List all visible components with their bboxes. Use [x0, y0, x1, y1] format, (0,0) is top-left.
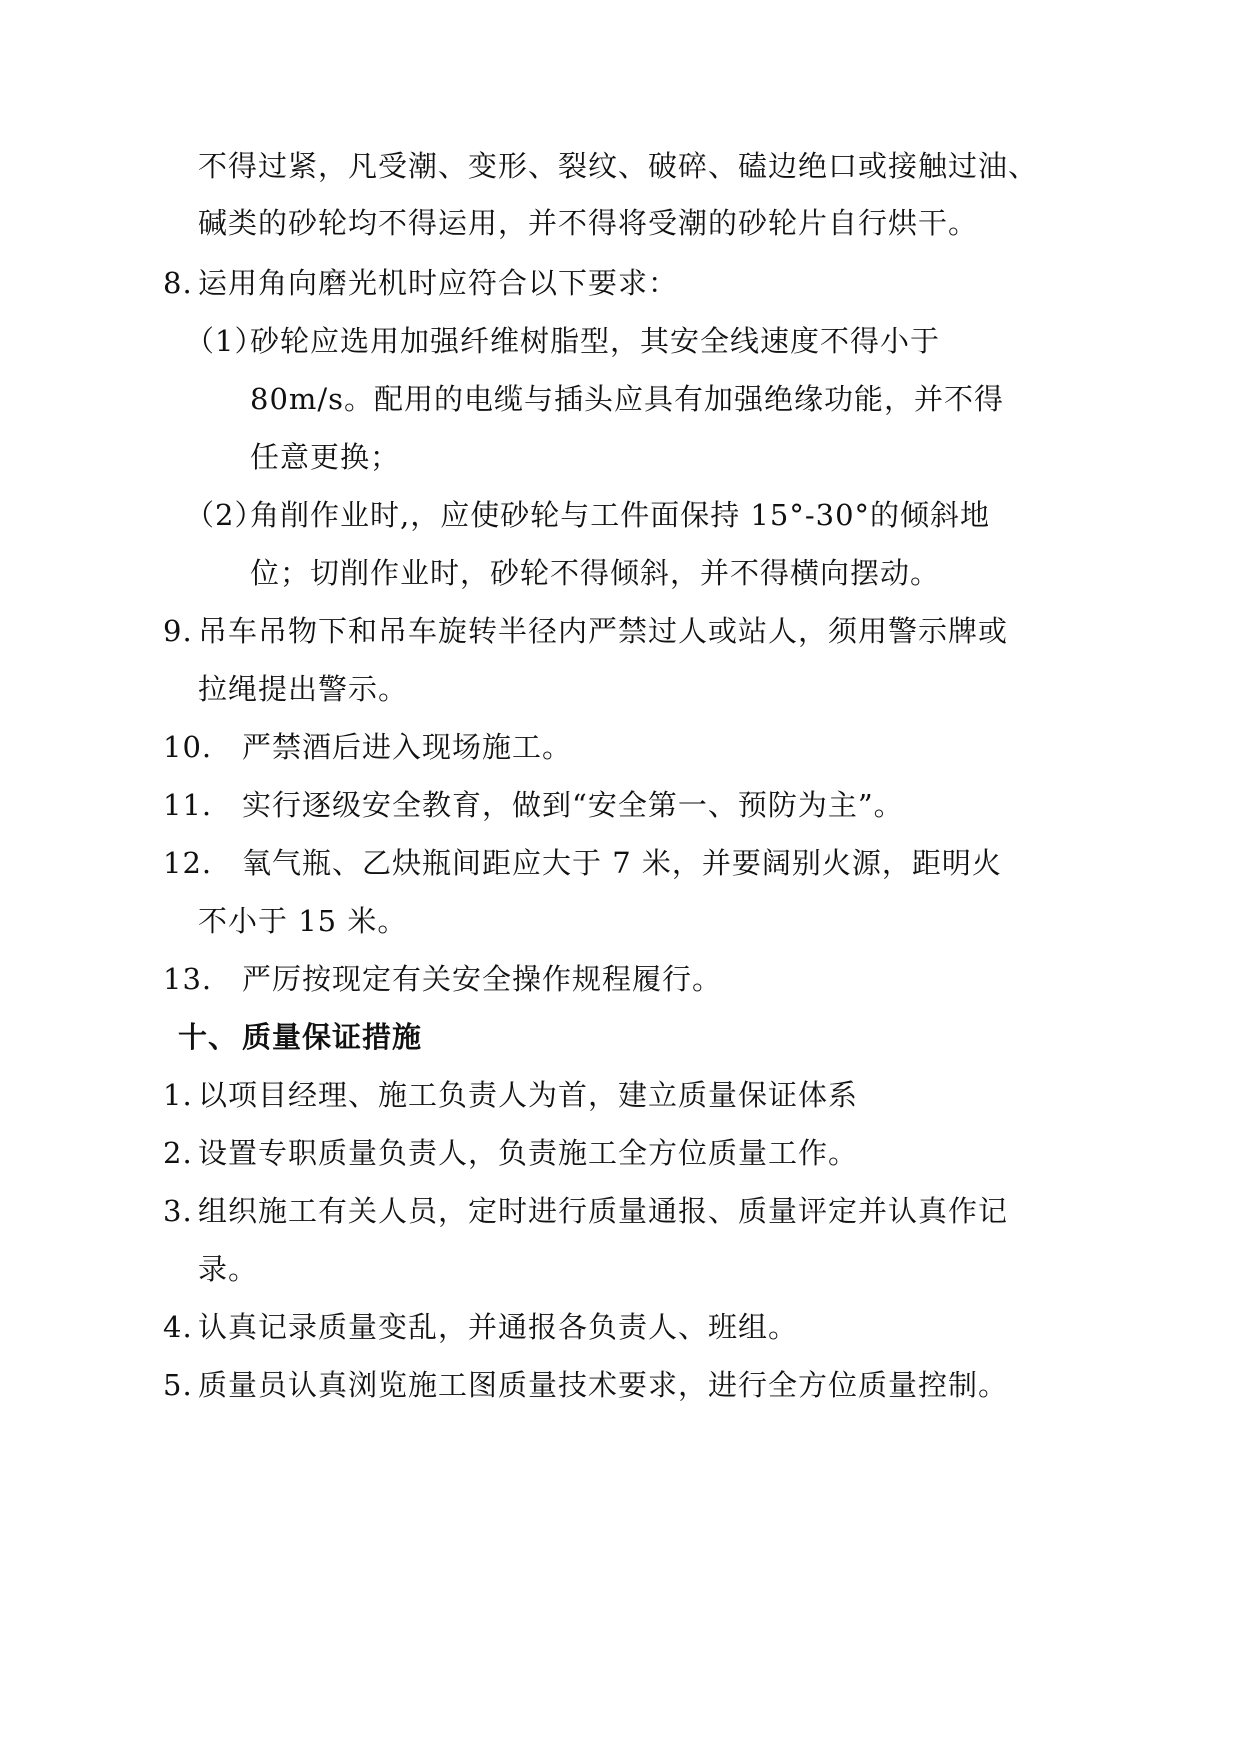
paragraph-text: 不得过紧，凡受潮、变形、裂纹、破碎、磕边绝口或接触过油、: [198, 149, 1039, 183]
list-item-number: 8.: [163, 266, 193, 300]
sub-item-text: 80m/s。配用的电缆与插头应具有加强绝缘功能，并不得: [250, 382, 1005, 416]
sub-item-number: （1）: [185, 324, 265, 358]
list-item-text: 吊车吊物下和吊车旋转半径内严禁过人或站人，须用警示牌或: [198, 614, 1009, 648]
sub-item-number: （2）: [185, 498, 265, 532]
list-item-line: [198, 669, 408, 709]
list-item-text: 以项目经理、施工负责人为首，建立质量保证体系: [198, 1078, 859, 1112]
list-item-number: 2.: [163, 1136, 193, 1170]
list-item-number: 4.: [163, 1310, 193, 1344]
list-item-number: 13.: [163, 962, 213, 996]
list-item-text: 运用角向磨光机时应符合以下要求：: [198, 266, 679, 300]
list-item-text: 录。: [198, 1252, 259, 1286]
list-item-text: 认真记录质量变乱，并通报各负责人、班组。: [198, 1310, 799, 1344]
list-item-text: 组织施工有关人员，定时进行质量通报、质量评定并认真作记: [198, 1194, 1009, 1228]
list-item-text: 氧气瓶、乙炔瓶间距应大于 7 米，并要阔别火源，距明火: [242, 846, 1002, 880]
list-item-text: 设置专职质量负责人，负责施工全方位质量工作。: [198, 1136, 859, 1170]
list-item-text: 严厉按现定有关安全操作规程履行。: [242, 962, 723, 996]
section-title: 质量保证措施: [242, 1020, 423, 1054]
paragraph-line: [198, 146, 1038, 186]
list-item-number: 1.: [163, 1078, 193, 1112]
sub-item-text: 砂轮应选用加强纤维树脂型，其安全线速度不得小于: [250, 324, 941, 358]
sub-item-line: [250, 553, 940, 593]
list-item-number: 9.: [163, 614, 193, 648]
list-item-line: [198, 1249, 258, 1289]
sub-item-line: [250, 379, 1004, 419]
paragraph-line: [198, 203, 978, 243]
list-item-number: 3.: [163, 1194, 193, 1228]
list-item-number: 12.: [163, 846, 213, 880]
sub-item-text: 位；切削作业时，砂轮不得倾斜，并不得横向摆动。: [250, 556, 941, 590]
paragraph-text: 碱类的砂轮均不得运用，并不得将受潮的砂轮片自行烘干。: [198, 206, 979, 240]
list-item-number: 10.: [163, 730, 213, 764]
list-item-text: 不小于 15 米。: [198, 904, 408, 938]
list-item-line: [198, 901, 407, 941]
list-item-text: 实行逐级安全教育，做到“安全第一、预防为主”。: [242, 788, 904, 822]
sub-item-line: [250, 437, 400, 477]
list-item-text: 质量员认真浏览施工图质量技术要求，进行全方位质量控制。: [198, 1368, 1009, 1402]
list-item-number: 5.: [163, 1368, 193, 1402]
sub-item-text: 任意更换；: [250, 440, 401, 474]
list-item-text: 严禁酒后进入现场施工。: [242, 730, 573, 764]
section-number: 十、: [178, 1020, 239, 1054]
sub-item-text: 角削作业时,，应使砂轮与工件面保持 15°-30°的倾斜地: [250, 498, 991, 532]
list-item-text: 拉绳提出警示。: [198, 672, 409, 706]
list-item-number: 11.: [163, 788, 213, 822]
